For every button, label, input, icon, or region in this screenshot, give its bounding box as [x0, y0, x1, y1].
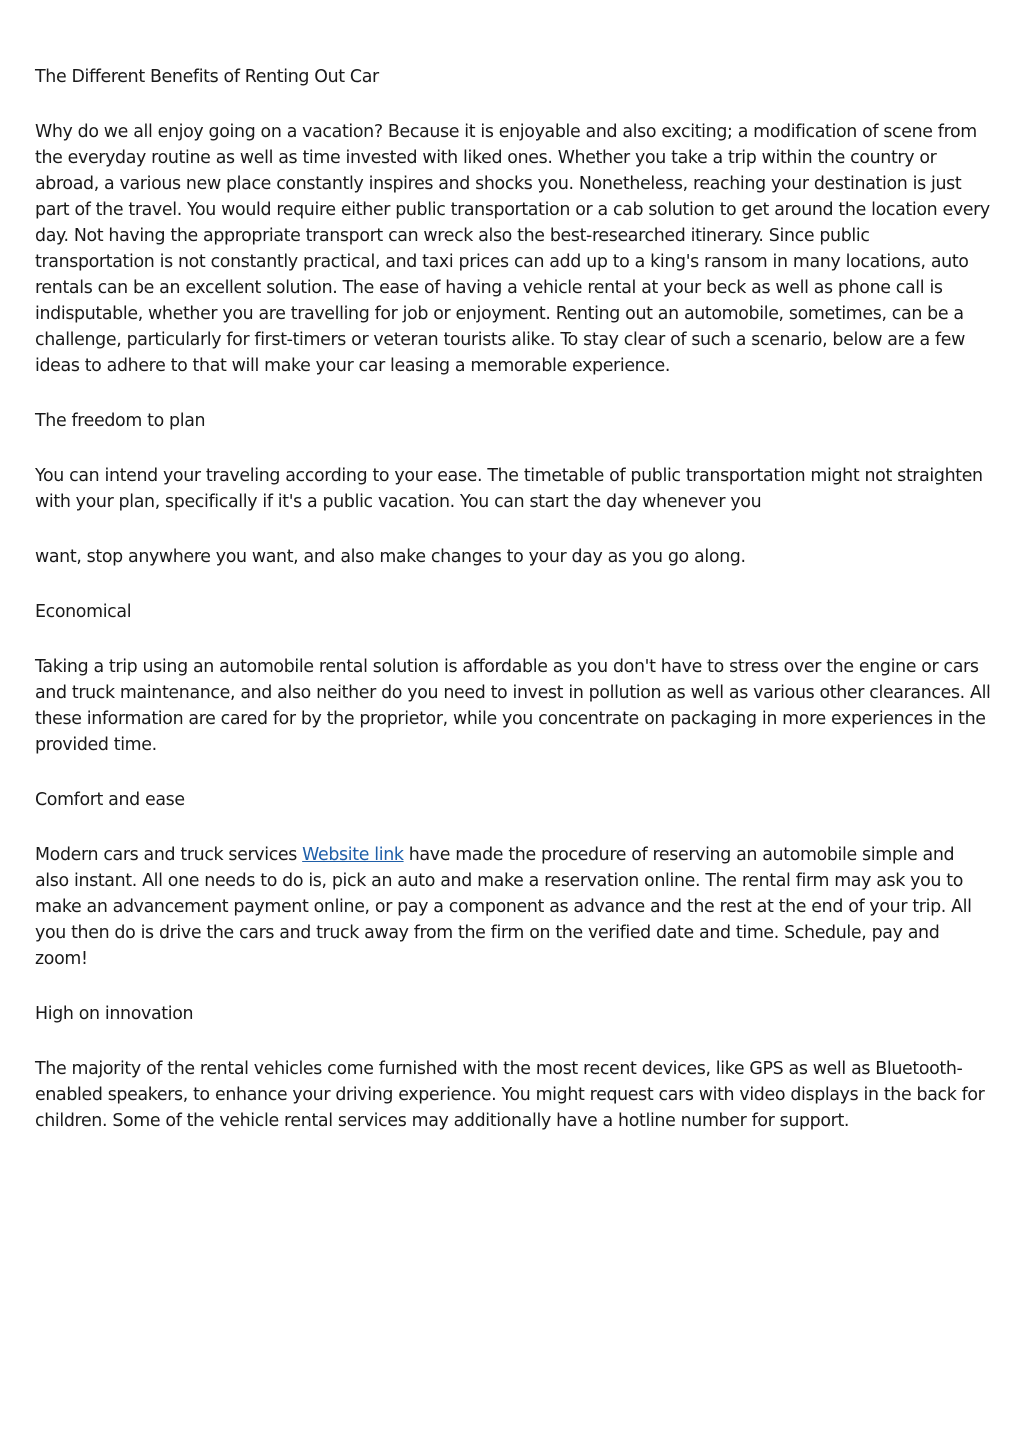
section-body-innovation: The majority of the rental vehicles come furnished with the most recent devices, like GPS as well as Bluetooth-enabled speakers, to enhance your driving experience. You might request cars with video displays in the back for children. Some of the vehicle rental services may additionally have a hotline number for support.	[35, 1059, 985, 1131]
section-body-freedom-continued: want, stop anywhere you want, and also make changes to your day as you go along.	[35, 547, 746, 567]
website-link[interactable]: Website link	[302, 845, 404, 865]
document-page	[35, 0, 993, 1163]
section-heading-economical: Economical	[35, 602, 132, 622]
section-body-freedom: You can intend your traveling according to your ease. The timetable of public transportation might not straighten with your plan, specifically if it's a public vacation. You can start the day whenever you	[35, 466, 983, 512]
section-body-economical: Taking a trip using an automobile rental solution is affordable as you don't have to stress over the engine or cars and truck maintenance, and also neither do you need to invest in pollution as well as various other clearances. All these information are cared for by the proprietor, while you concentrate on packaging in more experiences in the provided time.	[35, 657, 991, 755]
section-heading-freedom: The freedom to plan	[35, 411, 206, 431]
section-heading-innovation: High on innovation	[35, 1004, 194, 1024]
section-heading-comfort: Comfort and ease	[35, 790, 185, 810]
intro-paragraph: Why do we all enjoy going on a vacation? Because it is enjoyable and also exciting; a modification of scene from the everyday routine as well as time invested with liked ones. Whether you take a trip within the country or abroad, a various new place constantly inspires and shocks you. Nonetheless, reaching your destination is just part of the travel. You would require either public transportation or a cab solution to get around the location every day. Not having the appropriate transport can wreck also the best-researched itinerary. Since public transportation is not constantly practical, and taxi prices can add up to a king's ransom in many locations, auto rentals can be an excellent solution. The ease of having a vehicle rental at your beck as well as phone call is indisputable, whether you are travelling for job or enjoyment. Renting out an automobile, sometimes, can be a challenge, particularly for first-timers or veteran tourists alike. To stay clear of such a scenario, below are a few ideas to adhere to that will make your car leasing a memorable experience.	[35, 122, 990, 376]
comfort-text-before-link: Modern cars and truck services	[35, 845, 303, 865]
section-body-comfort	[35, 842, 993, 972]
comfort-text-after-link: have made the procedure of reserving an automobile simple and also instant. All one needs to do is, pick an auto and make a reservation online. The rental firm may ask you to make an advancement payment online, or pay a component as advance and the rest at the end of your trip. All you then do is drive the cars and truck away from the firm on the verified date and time. Schedule, pay and zoom!	[35, 845, 972, 969]
document-title: The Different Benefits of Renting Out Car	[35, 67, 379, 87]
